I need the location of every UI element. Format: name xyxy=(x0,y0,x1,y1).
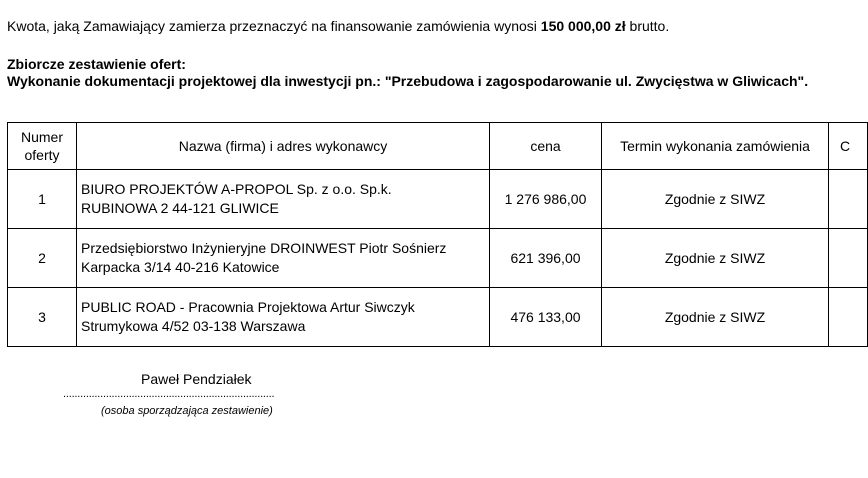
table-row xyxy=(8,288,868,347)
cut-column-cell xyxy=(829,229,868,288)
offer-price: 476 133,00 xyxy=(490,288,602,347)
header-cut-column: C xyxy=(829,123,868,170)
contractor-name: PUBLIC ROAD - Pracownia Projektowa Artur Siwczyk xyxy=(81,299,415,315)
offer-number: 1 xyxy=(8,170,77,229)
contractor-address: Strumykowa 4/52 03-138 Warszawa xyxy=(81,318,306,334)
header-contractor: Nazwa (firma) i adres wykonawcy xyxy=(77,123,490,170)
header-offer-number-line1: Numer xyxy=(20,129,63,145)
header-offer-number-line2: oferty xyxy=(24,147,60,163)
table-row xyxy=(8,170,868,229)
header-offer-number xyxy=(8,123,77,170)
offer-price: 1 276 986,00 xyxy=(490,170,602,229)
table-row xyxy=(8,229,868,288)
offer-number: 3 xyxy=(8,288,77,347)
offer-term: Zgodnie z SIWZ xyxy=(602,288,829,347)
contractor-name: Przedsiębiorstwo Inżynieryjne DROINWEST Piotr Sośnierz xyxy=(81,240,447,256)
contractor-cell xyxy=(77,229,490,288)
signature-line: .......................................................................... xyxy=(63,388,275,400)
budget-amount: 150 000,00 zł xyxy=(540,18,626,34)
header-price: cena xyxy=(490,123,602,170)
table-header-row xyxy=(8,123,868,170)
budget-text-after: brutto. xyxy=(625,18,670,34)
contractor-cell xyxy=(77,170,490,229)
offers-table xyxy=(7,122,868,347)
header-term: Termin wykonania zamówienia xyxy=(602,123,829,170)
signer-name: Paweł Pendziałek xyxy=(141,371,252,387)
offer-term: Zgodnie z SIWZ xyxy=(602,229,829,288)
offer-number: 2 xyxy=(8,229,77,288)
project-heading: Wykonanie dokumentacji projektowej dla inwestycji pn.: "Przebudowa i zagospodarowanie ul. Zwycięstwa w Gliwicach". xyxy=(7,73,809,89)
offer-price: 621 396,00 xyxy=(490,229,602,288)
summary-heading: Zbiorcze zestawienie ofert: xyxy=(7,56,186,72)
budget-statement xyxy=(7,18,669,34)
contractor-cell xyxy=(77,288,490,347)
cut-column-cell xyxy=(829,170,868,229)
budget-text-before: Kwota, jaką Zamawiający zamierza przeznaczyć na finansowanie zamówienia wynosi xyxy=(7,18,541,34)
signature-caption: (osoba sporządzająca zestawienie) xyxy=(101,405,273,417)
contractor-address: RUBINOWA 2 44-121 GLIWICE xyxy=(81,200,279,216)
contractor-name: BIURO PROJEKTÓW A-PROPOL Sp. z o.o. Sp.k. xyxy=(81,181,392,197)
cut-column-cell xyxy=(829,288,868,347)
contractor-address: Karpacka 3/14 40-216 Katowice xyxy=(81,259,280,275)
offer-term: Zgodnie z SIWZ xyxy=(602,170,829,229)
